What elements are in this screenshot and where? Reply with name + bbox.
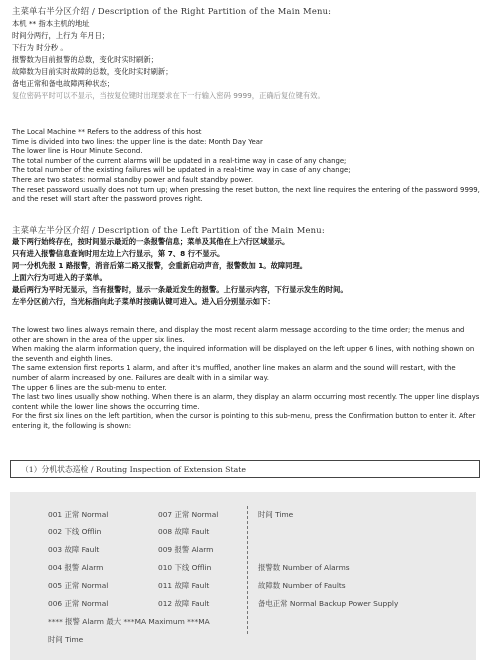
en-line: The upper 6 lines are the sub-menu to enter. xyxy=(12,383,167,392)
alarm-time-line: 时间 Time xyxy=(48,635,84,644)
cn-line: 故障数为目前实时故障的总数，变化时实时刷新； xyxy=(12,67,173,76)
extension-status: 010 下线 Offlin xyxy=(158,563,212,572)
subsection-title: （1）分机状态巡检 / Routing Inspection of Extension State xyxy=(21,465,246,474)
cn-line: 下行为 时分秒 。 xyxy=(12,43,68,52)
en-line: The lower line is Hour Minute Second. xyxy=(12,147,143,156)
left-partition-title: 主菜单左半分区介绍 / Description of the Left Partition of the Main Menu: xyxy=(12,225,325,235)
en-line: There are two states: normal standby power and fault standby power. xyxy=(12,175,254,184)
latest-alarm-line: **** 报警 Alarm 最大 ***MA Maximum ***MA xyxy=(48,617,210,626)
time-label: 时间 Time xyxy=(258,510,294,519)
en-line: The last two lines usually show nothing. When there is an alarm, they display an alarm occurring most recently. The upper line displays content while the lower line shows the occurring time. xyxy=(12,393,480,411)
extension-status: 012 故障 Fault xyxy=(158,599,210,608)
extension-status: 002 下线 Offlin xyxy=(48,527,102,536)
extension-status: 005 正常 Normal xyxy=(48,581,109,590)
extension-status: 009 报警 Alarm xyxy=(158,545,214,554)
subsection-heading-box xyxy=(10,460,480,478)
extension-status: 007 正常 Normal xyxy=(158,510,219,519)
fault-count-label: 故障数 Number of Faults xyxy=(258,581,346,590)
cn-line: 左半分区前六行，当光标指向此子菜单时按确认键可进入。进入后分别显示如下： xyxy=(12,297,275,306)
cn-line: 最下两行始终存在，按时间显示最近的一条报警信息；菜单及其他在上六行区域显示。 xyxy=(12,237,290,246)
cn-line: 报警数为目前报警的总数，变化时实时刷新； xyxy=(12,55,158,64)
extension-status: 011 故障 Fault xyxy=(158,581,210,590)
en-line: The Local Machine ** Refers to the address of this host xyxy=(12,128,202,136)
panel-divider xyxy=(247,506,248,634)
cn-line: 时间分两行，上行为 年月日； xyxy=(12,31,110,40)
en-line: When making the alarm information query, the inquired information will be displayed on the left upper 6 lines, with nothing shown on the seventh and eighth lines. xyxy=(12,345,475,363)
backup-power-label: 备电正常 Normal Backup Power Supply xyxy=(258,599,399,608)
extension-status: 004 报警 Alarm xyxy=(48,563,104,572)
cn-line: 本机 ** 指本主机的地址 xyxy=(12,19,90,28)
right-partition-title: 主菜单右半分区介绍 / Description of the Right Partition of the Main Menu: xyxy=(12,6,332,16)
left-partition-en xyxy=(12,326,484,432)
cn-line: 最后两行为平时无显示，当有报警时，显示一条最近发生的报警。上行显示内容，下行显示发生的时间。 xyxy=(12,285,348,294)
en-line: The lowest two lines always remain there, and display the most recent alarm message according to the time order; the menus and other are shown in the area of the upper six lines. xyxy=(12,326,465,344)
cn-line: 上面六行为可进入的子菜单。 xyxy=(12,273,107,282)
alarm-count-label: 报警数 Number of Alarms xyxy=(258,563,350,572)
extension-status: 006 正常 Normal xyxy=(48,599,109,608)
right-partition-cn xyxy=(12,18,484,102)
en-line: The same extension first reports 1 alarm, and after it's muffled, another line makes an alarm and the sound will restart, with the number of alarm increased by one. Failures are dealt with in a similar way. xyxy=(12,364,456,382)
en-line: Time is divided into two lines: the upper line is the date: Month Day Year xyxy=(12,137,263,146)
en-line: The total number of the existing failures will be updated in a real-time way in case of any change; xyxy=(12,166,351,175)
cn-line: 复位密码平时可以不显示，当按复位键时出现要求在下一行输入密码 9999，正确后复位键有效。 xyxy=(12,91,325,100)
right-partition-en xyxy=(12,128,484,205)
lcd-display-panel xyxy=(10,492,476,660)
left-partition-cn xyxy=(12,236,484,308)
cn-line: 备电正常和备电故障两种状态； xyxy=(12,79,115,88)
extension-status: 001 正常 Normal xyxy=(48,510,109,519)
en-line: The total number of the current alarms will be updated in a real-time way in case of any change; xyxy=(12,156,347,165)
cn-line: 只有进入报警信息查询时用左边上六行显示，第 7、8 行不显示。 xyxy=(12,249,225,258)
extension-status: 003 故障 Fault xyxy=(48,545,100,554)
extension-status: 008 故障 Fault xyxy=(158,527,210,536)
en-line: For the first six lines on the left partition, when the cursor is pointing to this sub-menu, press the Confirmation button to enter it. After entering it, the following is shown: xyxy=(12,412,476,430)
en-line: The reset password usually does not turn up; when pressing the reset button, the next line requires the entering of the password 9999, and the reset will start after the password proves right. xyxy=(12,185,480,204)
cn-line: 同一分机先报 1 路报警，消音后第二路又报警，会重新启动声音，报警数加 1。故障同理。 xyxy=(12,261,308,270)
